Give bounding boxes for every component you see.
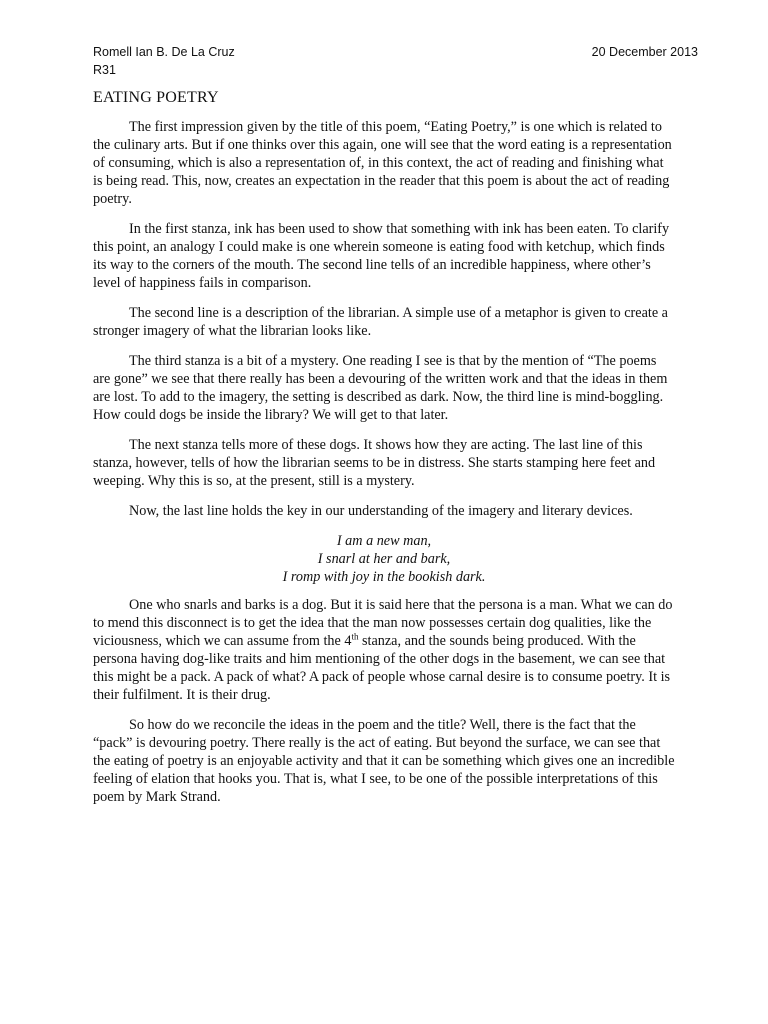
ordinal-superscript: th xyxy=(351,631,359,642)
paragraph-text: stanza, and the sounds being produced. With the persona having dog-like traits and him mentioning of the other dogs in the basement, we can see that this might be a pack. A pack of what? A pack of people whose carnal desire is to consume poetry. It is their fulfilment. It is their drug. xyxy=(93,633,671,703)
paragraph: In the first stanza, ink has been used to show that something with ink has been eaten. To clarify this point, an analogy I could make is one wherein someone is eating food with ketchup, which finds its way to the corners of the mouth. The second line tells of an incredible happiness, where other’s level of happiness fails in comparison. xyxy=(93,221,670,291)
document-body xyxy=(93,88,675,818)
poem-quote xyxy=(93,532,675,586)
paragraph: Now, the last line holds the key in our understanding of the imagery and literary devices. xyxy=(129,503,633,519)
paragraph-with-superscript xyxy=(93,596,675,704)
document-title: EATING POETRY xyxy=(93,89,219,106)
paragraph-text: One who snarls and barks is a dog. But it is said here that the persona is a man. What we can do to mend this disconnect is to get the idea that the man now possesses certain dog qualities, like the viciousness, which we can assume from the 4 xyxy=(93,597,673,649)
paragraph: The second line is a description of the librarian. A simple use of a metaphor is given to create a stronger imagery of what the librarian looks like. xyxy=(93,305,668,339)
final-paragraph: So how do we reconcile the ideas in the poem and the title? Well, there is the fact that the “pack” is devouring poetry. There really is the act of eating. But beyond the surface, we can see that the eating of poetry is an enjoyable activity and that it can be something which gives one an incredible feeling of elation that hooks you. That is, what I see, to be one of the possible interpretations of this poem by Mark Strand. xyxy=(93,717,675,805)
poem-line: I romp with joy in the bookish dark. xyxy=(282,569,486,585)
section-code: R31 xyxy=(93,63,116,77)
poem-line: I am a new man, xyxy=(336,533,432,549)
paragraph: The next stanza tells more of these dogs. It shows how they are acting. The last line of this stanza, however, tells of how the librarian seems to be in distress. She starts stamping here feet and weeping. Why this is so, at the present, still is a mystery. xyxy=(93,437,656,489)
document-date: 20 December 2013 xyxy=(591,45,698,59)
poem-line: I snarl at her and bark, xyxy=(317,551,451,567)
document-header xyxy=(93,43,698,79)
paragraph: The third stanza is a bit of a mystery. One reading I see is that by the mention of “The poems are gone” we see that there really has been a devouring of the written work and that the ideas in them are lost. To add to the imagery, the setting is described as dark. Now, the third line is mind-boggling. How could dogs be inside the library? We will get to that later. xyxy=(93,353,668,423)
paragraph: The first impression given by the title of this poem, “Eating Poetry,” is one which is related to the culinary arts. But if one thinks over this again, one will see that the word eating is a representation of consuming, which is also a representation of, in this context, the act of reading and finishing what is being read. This, now, creates an expectation in the reader that this poem is about the act of reading poetry. xyxy=(93,119,672,207)
author-name: Romell Ian B. De La Cruz xyxy=(93,45,235,59)
